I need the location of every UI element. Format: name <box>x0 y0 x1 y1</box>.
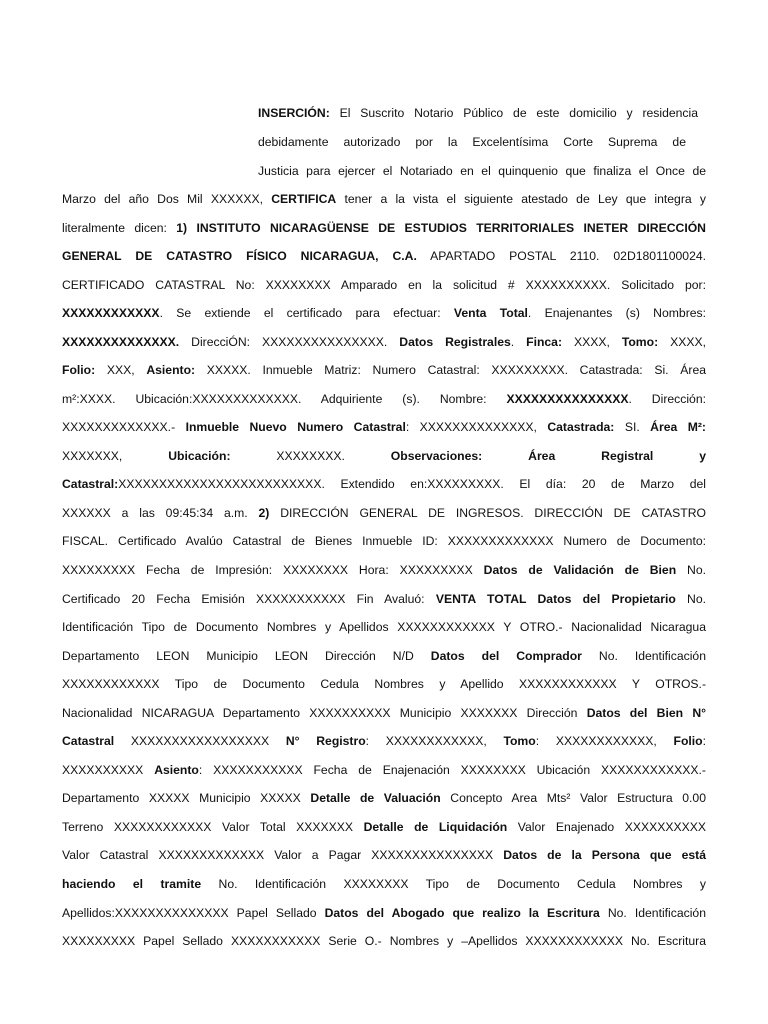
text-run: : <box>702 734 706 748</box>
bold-text-run: 2) <box>258 506 270 520</box>
text-run: XXXXXXXXXXXX Tipo de Documento Cedula Nombres y Apellido XXXXXXXXXXXX Y OTROS.- <box>62 677 706 691</box>
text-run: XXXX, <box>562 335 622 349</box>
bold-text-run: Tomo <box>503 734 536 748</box>
text-run: No. Identificación <box>599 906 706 920</box>
text-run: FISCAL. Certificado Avalúo Catastral de Bienes Inmueble ID: XXXXXXXXXXXXX Numero de Documento: <box>62 534 706 548</box>
bold-text-run: Catastrada: <box>547 420 615 434</box>
text-run: Justicia para ejercer el Notariado en el quinquenio que finaliza el Once de <box>258 164 706 178</box>
text-run: XXXX, <box>658 335 706 349</box>
text-run: Marzo del año Dos Mil XXXXXX, <box>62 192 272 206</box>
text-run: XXX, <box>95 363 147 377</box>
bold-text-run: Datos Registrales <box>399 335 511 349</box>
bold-text-run: Datos de Validación de Bien <box>483 563 677 577</box>
text-run: Departamento XXXXX Municipio XXXXX <box>62 791 311 805</box>
text-run: . <box>510 335 527 349</box>
text-line <box>62 932 706 950</box>
text-line <box>62 504 706 522</box>
text-line <box>62 475 706 493</box>
text-run: XXXXXXXXXX <box>62 763 155 777</box>
text-run: El Suscrito Notario Público de este domicilio y residencia <box>329 106 698 120</box>
text-run: Valor Enajenado XXXXXXXXXX <box>507 820 707 834</box>
bold-text-run: GENERAL DE CATASTRO FÍSICO NICARAGUA, C.A. <box>62 249 417 263</box>
bold-text-run: INSERCIÓN: <box>258 106 330 120</box>
text-line <box>62 704 706 722</box>
text-run: XXXXXXXXX Fecha de Impresión: XXXXXXXX Hora: XXXXXXXXX <box>62 563 484 577</box>
text-run: DIRECCIÓN GENERAL DE INGRESOS. DIRECCIÓN DE CATASTRO <box>269 506 706 520</box>
text-line <box>62 304 706 322</box>
text-run: : XXXXXXXXXXXXXX, <box>405 420 548 434</box>
text-run: XXXXXXXX. <box>230 449 391 463</box>
text-line <box>62 276 706 294</box>
text-run: CERTIFICADO CATASTRAL No: XXXXXXXX Amparado en la solicitud # XXXXXXXXXX. Solicitado por: <box>62 278 706 292</box>
text-run: Certificado 20 Fecha Emisión XXXXXXXXXXX Fin Avaluó: <box>62 592 436 606</box>
text-run: XXXXX. Inmueble Matriz: Numero Catastral: XXXXXXXXX. Catastrada: Si. Área <box>195 363 706 377</box>
text-run: SI. <box>614 420 651 434</box>
text-line <box>62 561 706 579</box>
text-run <box>482 449 528 463</box>
text-run: m²:XXXX. Ubicación:XXXXXXXXXXXXX. Adquiriente (s). Nombre: <box>62 392 507 406</box>
text-run: DirecciÓN: XXXXXXXXXXXXXXX. <box>179 335 400 349</box>
bold-text-run: Catastral: <box>62 477 119 491</box>
text-run: XXXXXXX, <box>62 449 169 463</box>
text-line <box>258 133 686 151</box>
bold-text-run: haciendo el tramite <box>62 877 202 891</box>
text-line <box>62 418 706 436</box>
text-line <box>62 875 706 893</box>
text-line <box>62 390 706 408</box>
text-line <box>62 647 706 665</box>
bold-text-run: Área Registral y <box>528 449 706 463</box>
text-run: tener a la vista el siguiente atestado de Ley que integra y <box>336 192 706 206</box>
text-run: No. Identificación <box>581 649 706 663</box>
text-line <box>62 532 706 550</box>
text-line <box>258 104 698 122</box>
bold-text-run: VENTA TOTAL Datos del Propietario <box>435 592 676 606</box>
bold-text-run: Folio <box>673 734 703 748</box>
bold-text-run: Finca: <box>526 335 563 349</box>
text-line <box>62 361 706 379</box>
text-line <box>62 447 706 465</box>
bold-text-run: N° Registro <box>285 734 366 748</box>
text-line <box>62 732 706 750</box>
text-line <box>62 219 706 237</box>
bold-text-run: Asiento: <box>146 363 196 377</box>
bold-text-run: Datos de la Persona que está <box>503 848 706 862</box>
bold-text-run: Inmueble Nuevo Numero Catastral <box>185 420 406 434</box>
text-line <box>62 247 706 265</box>
text-run: debidamente autorizado por la Excelentísima Corte Suprema de <box>258 135 686 149</box>
bold-text-run: Datos del Bien N° <box>586 706 707 720</box>
text-line <box>62 333 706 351</box>
text-line <box>62 818 706 836</box>
text-run: Apellidos:XXXXXXXXXXXXXX Papel Sellado <box>62 906 325 920</box>
text-line <box>258 162 706 180</box>
text-run: Departamento LEON Municipio LEON Dirección N/D <box>62 649 431 663</box>
text-run: No. Identificación XXXXXXXX Tipo de Documento Cedula Nombres y <box>201 877 706 891</box>
bold-text-run: Detalle de Valuación <box>310 791 441 805</box>
bold-text-run: Folio: <box>62 363 96 377</box>
bold-text-run: Ubicación: <box>168 449 231 463</box>
text-run: XXXXXXXXXXXXXXXXXXXXXXXXX. Extendido en:XXXXXXXXX. El día: 20 de Marzo del <box>118 477 706 491</box>
text-run: Concepto Area Mts² Valor Estructura 0.00 <box>440 791 706 805</box>
text-line <box>62 761 706 779</box>
bold-text-run: Datos del Abogado que realizo la Escritura <box>324 906 600 920</box>
bold-text-run: CERTIFICA <box>271 192 337 206</box>
text-run: XXXXXXXXXXXXX.- <box>62 420 186 434</box>
bold-text-run: Datos del Comprador <box>430 649 582 663</box>
text-run: . Se extiende el certificado para efectuar: <box>159 306 454 320</box>
text-line <box>62 846 706 864</box>
text-line <box>62 904 706 922</box>
text-line <box>62 590 706 608</box>
bold-text-run: Detalle de Liquidación <box>363 820 508 834</box>
text-line <box>62 618 706 636</box>
text-run: . Dirección: <box>628 392 706 406</box>
text-run: XXXXXXXXXXXXXXXXX <box>114 734 286 748</box>
text-run: : XXXXXXXXXXXX, <box>535 734 674 748</box>
bold-text-run: XXXXXXXXXXXXXXX <box>506 392 629 406</box>
bold-text-run: 1) INSTITUTO NICARAGÜENSE DE ESTUDIOS TERRITORIALES INETER DIRECCIÓN <box>176 221 706 235</box>
text-run: Nacionalidad NICARAGUA Departamento XXXXXXXXXX Municipio XXXXXXX Dirección <box>62 706 587 720</box>
text-line <box>62 190 706 208</box>
text-run: Valor Catastral XXXXXXXXXXXXX Valor a Pagar XXXXXXXXXXXXXXX <box>62 848 504 862</box>
bold-text-run: XXXXXXXXXXXXXX. <box>62 335 180 349</box>
bold-text-run: Área M²: <box>650 420 706 434</box>
text-run: No. <box>675 592 707 606</box>
text-run: : XXXXXXXXXXX Fecha de Enajenación XXXXXXXX Ubicación XXXXXXXXXXXX.- <box>198 763 706 777</box>
text-run: XXXXXX a las 09:45:34 a.m. <box>62 506 259 520</box>
bold-text-run: Tomo: <box>621 335 659 349</box>
text-run: Terreno XXXXXXXXXXXX Valor Total XXXXXXX <box>62 820 364 834</box>
text-line <box>62 789 706 807</box>
bold-text-run: Observaciones: <box>390 449 483 463</box>
text-run: APARTADO POSTAL 2110. 02D1801100024. <box>416 249 707 263</box>
bold-text-run: Asiento <box>154 763 199 777</box>
bold-text-run: Venta Total <box>453 306 528 320</box>
bold-text-run: Catastral <box>62 734 115 748</box>
text-run: : XXXXXXXXXXXX, <box>365 734 504 748</box>
text-run: Identificación Tipo de Documento Nombres y Apellidos XXXXXXXXXXXX Y OTRO.- Nacionalidad Nicaragua <box>62 620 706 634</box>
text-run: literalmente dicen: <box>62 221 177 235</box>
text-run: XXXXXXXXX Papel Sellado XXXXXXXXXXX Serie O.- Nombres y –Apellidos XXXXXXXXXXXX No. Escritura <box>62 934 706 948</box>
text-run: . Enajenantes (s) Nombres: <box>527 306 707 320</box>
text-run: No. <box>676 563 707 577</box>
text-line <box>62 675 706 693</box>
bold-text-run: XXXXXXXXXXXX <box>62 306 160 320</box>
